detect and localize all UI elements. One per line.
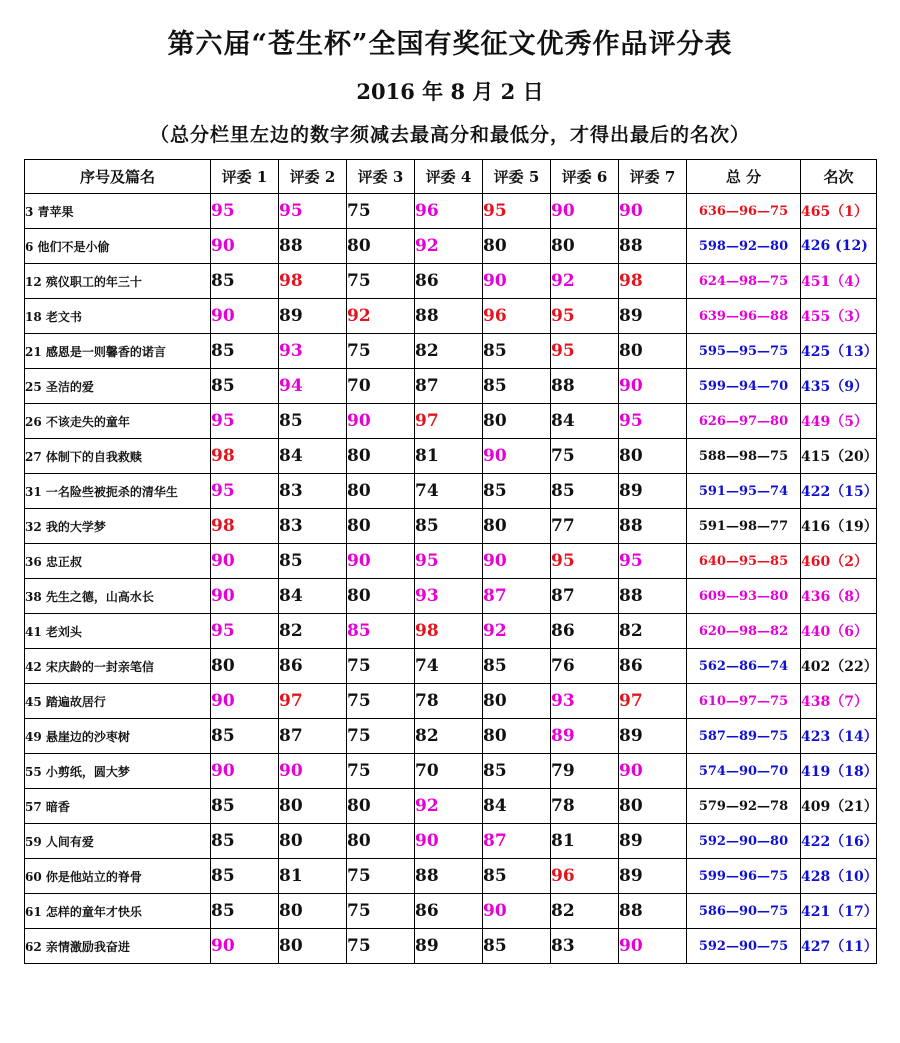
table-row [25, 894, 877, 929]
score-table [24, 159, 877, 964]
judge-4-score: 89 [415, 929, 483, 964]
judge-5-score: 87 [483, 824, 551, 859]
judge-4-score: 97 [415, 404, 483, 439]
judge-3-score: 80 [347, 229, 415, 264]
final-rank: 428（10） [801, 859, 877, 894]
judge-3-score: 85 [347, 614, 415, 649]
judge-4-score: 82 [415, 719, 483, 754]
judge-4-score: 92 [415, 229, 483, 264]
entry-title: 57 暗香 [25, 789, 211, 824]
judge-6-score: 83 [551, 929, 619, 964]
table-row [25, 474, 877, 509]
final-rank: 422（16） [801, 824, 877, 859]
judge-5-score: 87 [483, 579, 551, 614]
final-rank: 409（21） [801, 789, 877, 824]
judge-3-score: 75 [347, 894, 415, 929]
judge-6-score: 86 [551, 614, 619, 649]
judge-6-score: 95 [551, 334, 619, 369]
judge-6-score: 88 [551, 369, 619, 404]
final-rank: 421（17） [801, 894, 877, 929]
entry-title: 59 人间有爱 [25, 824, 211, 859]
judge-2-score: 98 [279, 264, 347, 299]
table-row [25, 369, 877, 404]
judge-7-score: 95 [619, 544, 687, 579]
judge-7-score: 89 [619, 299, 687, 334]
judge-2-score: 83 [279, 474, 347, 509]
total-score: 592—90—75 [687, 929, 801, 964]
header-total: 总 分 [687, 160, 801, 194]
judge-5-score: 85 [483, 754, 551, 789]
judge-4-score: 92 [415, 789, 483, 824]
judge-2-score: 95 [279, 194, 347, 229]
judge-1-score: 85 [211, 334, 279, 369]
judge-5-score: 85 [483, 859, 551, 894]
entry-title: 42 宋庆龄的一封亲笔信 [25, 649, 211, 684]
total-score: 574—90—70 [687, 754, 801, 789]
final-rank: 416（19） [801, 509, 877, 544]
final-rank: 455（3） [801, 299, 877, 334]
judge-7-score: 82 [619, 614, 687, 649]
entry-title: 25 圣洁的爱 [25, 369, 211, 404]
total-score: 591—95—74 [687, 474, 801, 509]
table-row [25, 404, 877, 439]
judge-4-score: 81 [415, 439, 483, 474]
judge-7-score: 90 [619, 754, 687, 789]
judge-6-score: 95 [551, 544, 619, 579]
judge-4-score: 96 [415, 194, 483, 229]
judge-6-score: 96 [551, 859, 619, 894]
entry-title: 32 我的大学梦 [25, 509, 211, 544]
table-row [25, 719, 877, 754]
table-row [25, 754, 877, 789]
judge-3-score: 80 [347, 789, 415, 824]
table-row [25, 194, 877, 229]
final-rank: 440（6） [801, 614, 877, 649]
judge-4-score: 90 [415, 824, 483, 859]
final-rank: 465（1） [801, 194, 877, 229]
judge-7-score: 88 [619, 894, 687, 929]
judge-3-score: 80 [347, 509, 415, 544]
judge-4-score: 70 [415, 754, 483, 789]
judge-6-score: 90 [551, 194, 619, 229]
final-rank: 425（13） [801, 334, 877, 369]
judge-3-score: 75 [347, 334, 415, 369]
judge-3-score: 80 [347, 824, 415, 859]
judge-3-score: 75 [347, 719, 415, 754]
judge-2-score: 80 [279, 824, 347, 859]
judge-3-score: 80 [347, 439, 415, 474]
judge-5-score: 85 [483, 369, 551, 404]
judge-5-score: 80 [483, 509, 551, 544]
judge-5-score: 85 [483, 474, 551, 509]
judge-3-score: 90 [347, 544, 415, 579]
judge-1-score: 85 [211, 264, 279, 299]
table-row [25, 544, 877, 579]
judge-2-score: 80 [279, 894, 347, 929]
final-rank: 435（9） [801, 369, 877, 404]
judge-7-score: 90 [619, 369, 687, 404]
judge-7-score: 89 [619, 824, 687, 859]
judge-4-score: 98 [415, 614, 483, 649]
judge-1-score: 85 [211, 369, 279, 404]
judge-4-score: 93 [415, 579, 483, 614]
final-rank: 427（11） [801, 929, 877, 964]
entry-title: 55 小剪纸，圆大梦 [25, 754, 211, 789]
header-title-column: 序号及篇名 [25, 160, 211, 194]
judge-5-score: 80 [483, 229, 551, 264]
final-rank: 449（5） [801, 404, 877, 439]
table-row [25, 509, 877, 544]
judge-4-score: 82 [415, 334, 483, 369]
judge-5-score: 84 [483, 789, 551, 824]
judge-2-score: 82 [279, 614, 347, 649]
entry-title: 21 感恩是一则馨香的诺言 [25, 334, 211, 369]
judge-3-score: 80 [347, 474, 415, 509]
judge-2-score: 97 [279, 684, 347, 719]
judge-3-score: 75 [347, 194, 415, 229]
total-score: 595—95—75 [687, 334, 801, 369]
judge-1-score: 98 [211, 439, 279, 474]
table-row [25, 929, 877, 964]
judge-7-score: 90 [619, 194, 687, 229]
total-score: 587—89—75 [687, 719, 801, 754]
entry-title: 26 不该走失的童年 [25, 404, 211, 439]
entry-title: 3 青苹果 [25, 194, 211, 229]
judge-1-score: 90 [211, 754, 279, 789]
table-row [25, 649, 877, 684]
judge-4-score: 88 [415, 859, 483, 894]
judge-7-score: 95 [619, 404, 687, 439]
judge-4-score: 95 [415, 544, 483, 579]
judge-3-score: 75 [347, 859, 415, 894]
entry-title: 60 你是他站立的脊骨 [25, 859, 211, 894]
judge-1-score: 85 [211, 719, 279, 754]
total-score: 636—96—75 [687, 194, 801, 229]
table-row [25, 264, 877, 299]
judge-4-score: 86 [415, 264, 483, 299]
judge-5-score: 80 [483, 719, 551, 754]
judge-5-score: 85 [483, 649, 551, 684]
judge-2-score: 85 [279, 404, 347, 439]
table-row [25, 579, 877, 614]
judge-7-score: 80 [619, 334, 687, 369]
judge-5-score: 90 [483, 894, 551, 929]
total-score: 592—90—80 [687, 824, 801, 859]
judge-1-score: 90 [211, 229, 279, 264]
header-judge-1: 评委 1 [211, 160, 279, 194]
judge-7-score: 80 [619, 439, 687, 474]
total-score: 639—96—88 [687, 299, 801, 334]
final-rank: 422（15） [801, 474, 877, 509]
table-row [25, 229, 877, 264]
final-rank: 402（22） [801, 649, 877, 684]
judge-6-score: 77 [551, 509, 619, 544]
entry-title: 31 一名险些被扼杀的清华生 [25, 474, 211, 509]
judge-2-score: 80 [279, 789, 347, 824]
total-score: 624—98—75 [687, 264, 801, 299]
judge-1-score: 85 [211, 824, 279, 859]
judge-1-score: 85 [211, 789, 279, 824]
judge-4-score: 86 [415, 894, 483, 929]
judge-4-score: 88 [415, 299, 483, 334]
header-judge-4: 评委 4 [415, 160, 483, 194]
judge-3-score: 92 [347, 299, 415, 334]
final-rank: 419（18） [801, 754, 877, 789]
table-row [25, 614, 877, 649]
entry-title: 61 怎样的童年才快乐 [25, 894, 211, 929]
entry-title: 18 老文书 [25, 299, 211, 334]
judge-7-score: 89 [619, 719, 687, 754]
judge-1-score: 95 [211, 194, 279, 229]
total-score: 609—93—80 [687, 579, 801, 614]
judge-6-score: 78 [551, 789, 619, 824]
judge-2-score: 87 [279, 719, 347, 754]
total-score: 586—90—75 [687, 894, 801, 929]
total-score: 599—94—70 [687, 369, 801, 404]
entry-title: 36 忠正叔 [25, 544, 211, 579]
judge-2-score: 83 [279, 509, 347, 544]
judge-3-score: 75 [347, 929, 415, 964]
judge-5-score: 90 [483, 264, 551, 299]
judge-2-score: 93 [279, 334, 347, 369]
judge-5-score: 80 [483, 684, 551, 719]
judge-6-score: 81 [551, 824, 619, 859]
judge-6-score: 93 [551, 684, 619, 719]
judge-5-score: 96 [483, 299, 551, 334]
judge-7-score: 97 [619, 684, 687, 719]
judge-6-score: 87 [551, 579, 619, 614]
table-row [25, 824, 877, 859]
judge-3-score: 80 [347, 579, 415, 614]
table-header-row [25, 160, 877, 194]
total-score: 599—96—75 [687, 859, 801, 894]
entry-title: 12 殡仪职工的年三十 [25, 264, 211, 299]
judge-7-score: 90 [619, 929, 687, 964]
judge-1-score: 90 [211, 579, 279, 614]
final-rank: 451（4） [801, 264, 877, 299]
total-score: 562—86—74 [687, 649, 801, 684]
judge-2-score: 85 [279, 544, 347, 579]
judge-2-score: 81 [279, 859, 347, 894]
header-judge-7: 评委 7 [619, 160, 687, 194]
judge-5-score: 95 [483, 194, 551, 229]
judge-6-score: 92 [551, 264, 619, 299]
header-judge-3: 评委 3 [347, 160, 415, 194]
judge-7-score: 88 [619, 229, 687, 264]
table-row [25, 299, 877, 334]
table-row [25, 439, 877, 474]
total-score: 640—95—85 [687, 544, 801, 579]
table-row [25, 334, 877, 369]
judge-1-score: 95 [211, 614, 279, 649]
judge-4-score: 74 [415, 474, 483, 509]
judge-2-score: 90 [279, 754, 347, 789]
judge-1-score: 90 [211, 929, 279, 964]
judge-6-score: 80 [551, 229, 619, 264]
total-score: 626—97—80 [687, 404, 801, 439]
judge-6-score: 95 [551, 299, 619, 334]
judge-2-score: 89 [279, 299, 347, 334]
judge-2-score: 88 [279, 229, 347, 264]
judge-2-score: 84 [279, 439, 347, 474]
final-rank: 460（2） [801, 544, 877, 579]
judge-2-score: 80 [279, 929, 347, 964]
entry-title: 41 老刘头 [25, 614, 211, 649]
header-judge-6: 评委 6 [551, 160, 619, 194]
entry-title: 38 先生之德，山高水长 [25, 579, 211, 614]
judge-3-score: 90 [347, 404, 415, 439]
judge-6-score: 89 [551, 719, 619, 754]
judge-1-score: 98 [211, 509, 279, 544]
judge-7-score: 80 [619, 789, 687, 824]
total-score: 579—92—78 [687, 789, 801, 824]
judge-6-score: 84 [551, 404, 619, 439]
judge-5-score: 92 [483, 614, 551, 649]
total-score: 610—97—75 [687, 684, 801, 719]
judge-5-score: 85 [483, 334, 551, 369]
header-rank: 名次 [801, 160, 877, 194]
judge-1-score: 80 [211, 649, 279, 684]
judge-2-score: 86 [279, 649, 347, 684]
judge-7-score: 88 [619, 579, 687, 614]
entry-title: 27 体制下的自我救赎 [25, 439, 211, 474]
total-score: 620—98—82 [687, 614, 801, 649]
judge-1-score: 90 [211, 684, 279, 719]
judge-4-score: 85 [415, 509, 483, 544]
judge-3-score: 70 [347, 369, 415, 404]
judge-7-score: 89 [619, 474, 687, 509]
judge-4-score: 78 [415, 684, 483, 719]
judge-1-score: 95 [211, 404, 279, 439]
judge-1-score: 85 [211, 894, 279, 929]
entry-title: 45 踏遍故居行 [25, 684, 211, 719]
judge-4-score: 74 [415, 649, 483, 684]
judge-2-score: 94 [279, 369, 347, 404]
judge-1-score: 90 [211, 544, 279, 579]
judge-5-score: 80 [483, 404, 551, 439]
judge-7-score: 98 [619, 264, 687, 299]
judge-3-score: 75 [347, 754, 415, 789]
entry-title: 49 悬崖边的沙枣树 [25, 719, 211, 754]
entry-title: 6 他们不是小偷 [25, 229, 211, 264]
page-title: 第六届“苍生杯”全国有奖征文优秀作品评分表 [167, 29, 733, 60]
judge-4-score: 87 [415, 369, 483, 404]
judge-1-score: 85 [211, 859, 279, 894]
total-score: 598—92—80 [687, 229, 801, 264]
judge-5-score: 85 [483, 929, 551, 964]
judge-6-score: 75 [551, 439, 619, 474]
judge-5-score: 90 [483, 439, 551, 474]
final-rank: 436（8） [801, 579, 877, 614]
judge-3-score: 75 [347, 264, 415, 299]
judge-6-score: 76 [551, 649, 619, 684]
judge-7-score: 89 [619, 859, 687, 894]
judge-3-score: 75 [347, 684, 415, 719]
judge-7-score: 88 [619, 509, 687, 544]
judge-6-score: 82 [551, 894, 619, 929]
judge-1-score: 90 [211, 299, 279, 334]
header-judge-2: 评委 2 [279, 160, 347, 194]
final-rank: 426 (12) [801, 229, 877, 264]
final-rank: 415（20） [801, 439, 877, 474]
final-rank: 438（7） [801, 684, 877, 719]
judge-6-score: 79 [551, 754, 619, 789]
scoring-note: （总分栏里左边的数字须减去最高分和最低分，才得出最后的名次） [149, 124, 750, 146]
total-score: 591—98—77 [687, 509, 801, 544]
table-row [25, 859, 877, 894]
judge-2-score: 84 [279, 579, 347, 614]
table-row [25, 684, 877, 719]
judge-1-score: 95 [211, 474, 279, 509]
total-score: 588—98—75 [687, 439, 801, 474]
table-row [25, 789, 877, 824]
judge-3-score: 75 [347, 649, 415, 684]
judge-7-score: 86 [619, 649, 687, 684]
entry-title: 62 亲情激励我奋进 [25, 929, 211, 964]
judge-5-score: 90 [483, 544, 551, 579]
final-rank: 423（14） [801, 719, 877, 754]
header-judge-5: 评委 5 [483, 160, 551, 194]
judge-6-score: 85 [551, 474, 619, 509]
document-date: 2016 年 8 月 2 日 [356, 79, 544, 104]
